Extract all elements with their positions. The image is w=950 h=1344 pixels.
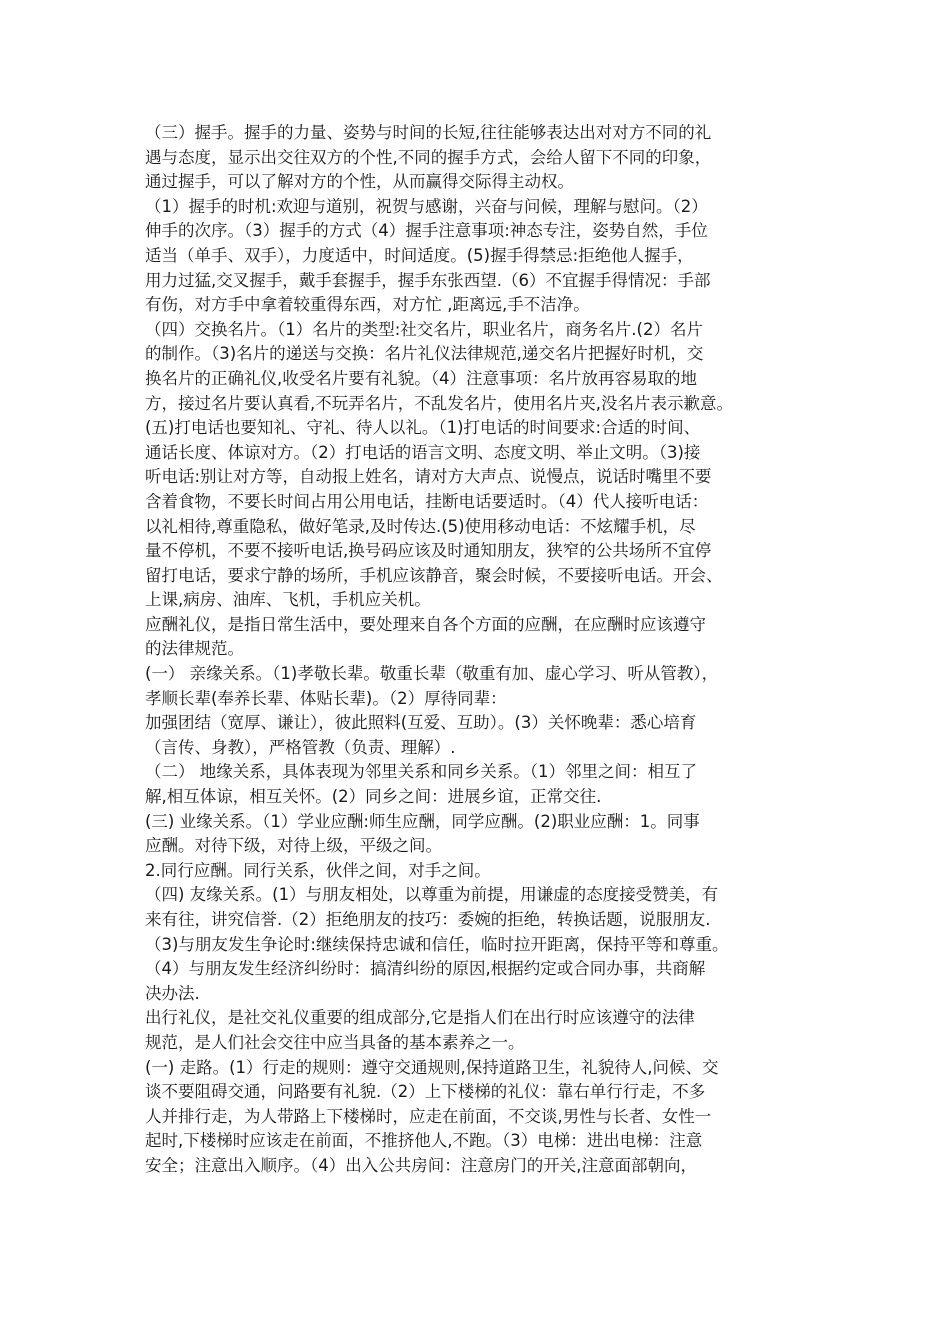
text-line: (一) 走路。(1）行走的规则：遵守交通规则,保持道路卫生，礼貌待人,问候、交: [145, 1057, 719, 1077]
text-line: （四) 友缘关系。(1）与朋友相处，以尊重为前提，用谦虚的态度接受赞美，有: [145, 885, 719, 905]
text-line: 方，接过名片要认真看,不玩弄名片，不乱发名片，使用名片夹,没名片表示歉意。: [145, 393, 733, 413]
text-line: 应酬礼仪，是指日常生活中，要处理来自各个方面的应酬，在应酬时应该遵守: [145, 614, 706, 634]
text-line: 量不停机，不要不接听电话,换号码应该及时通知朋友，狭窄的公共场所不宜停: [145, 541, 712, 561]
text-line: 上课,病房、油库、飞机，手机应关机。: [145, 590, 431, 610]
text-line: 听电话:别让对方等，自动报上姓名，请对方大声点、说慢点，说话时嘴里不要: [145, 467, 712, 487]
text-line: 通话长度、体谅对方。（2）打电话的语言文明、态度文明、举止文明。（3)接: [145, 442, 701, 462]
text-line: 适当（单手、双手），力度适中，时间适度。(5)握手得禁忌:拒绝他人握手，: [145, 245, 694, 265]
text-line: 伸手的次序。（3）握手的方式（4）握手注意事项:神态专注，姿势自然，手位: [145, 221, 708, 241]
text-line: (一） 亲缘关系。（1)孝敬长辈。敬重长辈（敬重有加、虚心学习、听从管教），: [145, 664, 719, 684]
text-line: 孝顺长辈(奉养长辈、体贴长辈)。（2）厚待同辈：: [145, 688, 507, 708]
text-line: （言传、身教），严格管教（负责、理解）.: [145, 737, 456, 757]
text-line: 用力过猛,交叉握手，戴手套握手，握手东张西望.（6）不宜握手得情况：手部: [145, 270, 711, 290]
text-line: 换名片的正确礼仪,收受名片要有礼貌。（4）注意事项：名片放再容易取的地: [145, 368, 697, 388]
text-line: 遇与态度，显示出交往双方的个性,不同的握手方式，会给人留下不同的印象，: [145, 147, 712, 167]
text-line: 留打电话，要求宁静的场所，手机应该静音，聚会时候，不要接听电话。开会、: [145, 565, 723, 585]
text-line: 以礼相待,尊重隐私，做好笔录,及时传达.(5)使用移动电话：不炫耀手机，尽: [145, 516, 696, 536]
text-line: （三）握手。握手的力量、姿势与时间的长短,往往能够表达出对对方不同的礼: [145, 123, 712, 142]
text-line: 安全；注意出入顺序。（4）出入公共房间：注意房门的开关,注意面部朝向，: [145, 1155, 697, 1175]
text-line: 应酬。对待下级，对待上级，平级之间。: [145, 836, 442, 856]
text-line: 谈不要阻碍交通，问路要有礼貌.（2）上下楼梯的礼仪：靠右单行行走，不多: [145, 1082, 706, 1102]
text-line: （3)与朋友发生争论时:继续保持忠诚和信任，临时拉开距离，保持平等和尊重。: [145, 934, 729, 954]
text-line: 人并排行走，为人带路上下楼梯时，应走在前面，不交谈,男性与长者、女性一: [145, 1106, 712, 1126]
text-line: （四）交换名片。（1）名片的类型:社交名片，职业名片，商务名片.(2）名片: [145, 319, 703, 339]
text-line: 的法律规范。: [145, 639, 244, 659]
text-line: （二） 地缘关系，具体表现为邻里关系和同乡关系。（1）邻里之间：相互了: [145, 762, 697, 782]
text-line: 2.同行应酬。同行关系，伙伴之间，对手之间。: [145, 860, 491, 880]
text-line: （4）与朋友发生经济纠纷时：搞清纠纷的原因,根据约定或合同办事，共商解: [145, 959, 706, 979]
text-line: 含着食物，不要长时间占用公用电话，挂断电话要适时。（4）代人接听电话：: [145, 491, 709, 511]
text-line: 通过握手，可以了解对方的个性，从而赢得交际得主动权。: [145, 172, 574, 192]
text-line: 加强团结（宽厚、谦让），彼此照料(互爱、互助）。(3）关怀晚辈：悉心培育: [145, 713, 697, 733]
text-line: 有伤，对方手中拿着较重得东西，对方忙 ,距离远,手不洁净。: [145, 295, 590, 315]
text-line: 出行礼仪，是社交礼仪重要的组成部分,它是指人们在出行时应该遵守的法律: [145, 1008, 695, 1028]
text-line: 解,相互体谅，相互关怀。(2）同乡之间：进展乡谊，正常交往.: [145, 787, 602, 807]
text-line: 来有往，讲究信誉.（2）拒绝朋友的技巧：委婉的拒绝，转换话题，说服朋友.: [145, 910, 711, 929]
text-line: (五)打电话也要知礼、守礼、待人以礼。（1)打电话的时间要求:合适的时间、: [145, 418, 701, 438]
document-body: [145, 121, 825, 1179]
text-line: 规范，是人们社会交往中应当具备的基本素养之一。: [145, 1032, 525, 1052]
text-line: 决办法.: [145, 983, 200, 1003]
text-line: （1）握手的时机:欢迎与道别，祝贺与感谢，兴奋与问候，理解与慰问。（2）: [145, 196, 708, 216]
text-line: (三) 业缘关系。（1）学业应酬:师生应酬，同学应酬。(2)职业应酬：1。同事: [145, 811, 700, 831]
text-line: 起时,下楼梯时应该走在前面，不推挤他人,不跑。（3）电梯：进出电梯：注意: [145, 1131, 703, 1151]
text-line: 的制作。（3)名片的递送与交换：名片礼仪法律规范,递交名片把握好时机，交: [145, 344, 704, 364]
